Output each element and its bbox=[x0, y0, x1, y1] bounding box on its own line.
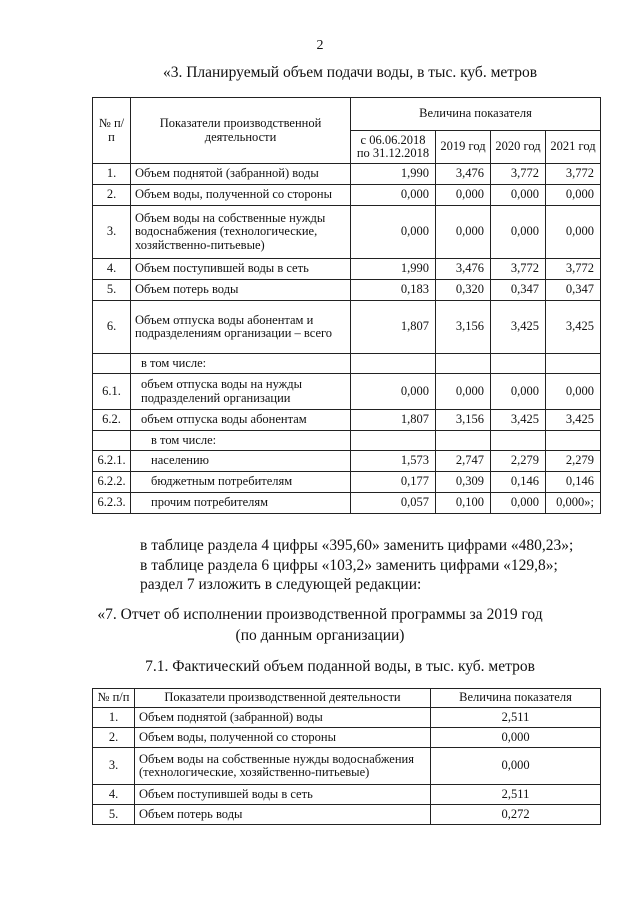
row-indicator: бюджетным потребителям bbox=[131, 472, 351, 493]
value-2020: 0,146 bbox=[491, 472, 546, 493]
row-number: 6.2.3. bbox=[93, 493, 131, 514]
value-2020: 3,772 bbox=[491, 259, 546, 280]
value-2020 bbox=[491, 431, 546, 451]
row-indicator: объем отпуска воды на нужды подразделений организации bbox=[131, 374, 351, 410]
actual-water-volume-table bbox=[92, 688, 601, 825]
row-value: 2,511 bbox=[431, 708, 601, 728]
row-number: 2. bbox=[93, 185, 131, 206]
row-number bbox=[93, 354, 131, 374]
value-2019: 3,476 bbox=[436, 164, 491, 185]
value-2019: 3,156 bbox=[436, 301, 491, 354]
row-number: 5. bbox=[93, 805, 135, 825]
row-indicator: Объем потерь воды bbox=[135, 805, 431, 825]
row-indicator: Объем поступившей воды в сеть bbox=[131, 259, 351, 280]
value-2019: 0,000 bbox=[436, 374, 491, 410]
row-value: 0,000 bbox=[431, 728, 601, 748]
row-indicator: в том числе: bbox=[131, 431, 351, 451]
value-2021: 3,772 bbox=[546, 164, 601, 185]
value-2020: 0,000 bbox=[491, 206, 546, 259]
value-2020: 3,772 bbox=[491, 164, 546, 185]
table2-body bbox=[93, 708, 601, 825]
section-7-title-line-1: «7. Отчет об исполнении производственной программы за 2019 год bbox=[97, 606, 543, 623]
row-number: 1. bbox=[93, 164, 131, 185]
table1-body bbox=[93, 164, 601, 514]
table-row bbox=[93, 451, 601, 472]
table-row bbox=[93, 301, 601, 354]
table-row bbox=[93, 185, 601, 206]
row-number: 6.2.2. bbox=[93, 472, 131, 493]
row-indicator: Объем поднятой (забранной) воды bbox=[135, 708, 431, 728]
value-2020: 3,425 bbox=[491, 301, 546, 354]
row-indicator: в том числе: bbox=[131, 354, 351, 374]
value-2021: 3,425 bbox=[546, 301, 601, 354]
value-2019 bbox=[436, 431, 491, 451]
row-value: 2,511 bbox=[431, 785, 601, 805]
table-row bbox=[93, 472, 601, 493]
section-3-title: «3. Планируемый объем подачи воды, в тыс. куб. метров bbox=[162, 64, 538, 81]
value-2018: 1,807 bbox=[351, 301, 436, 354]
value-2019: 0,000 bbox=[436, 185, 491, 206]
row-number: 6.2. bbox=[93, 410, 131, 431]
table-row bbox=[93, 374, 601, 410]
value-2018: 1,573 bbox=[351, 451, 436, 472]
value-2019 bbox=[436, 354, 491, 374]
value-2018: 0,177 bbox=[351, 472, 436, 493]
row-number: 6.1. bbox=[93, 374, 131, 410]
table-row bbox=[93, 708, 601, 728]
t2-header-indicator: Показатели производственной деятельности bbox=[135, 689, 431, 708]
value-2020: 3,425 bbox=[491, 410, 546, 431]
value-2018: 1,807 bbox=[351, 410, 436, 431]
value-2020: 0,000 bbox=[491, 493, 546, 514]
row-value: 0,000 bbox=[431, 748, 601, 785]
row-number: 4. bbox=[93, 785, 135, 805]
row-number: 1. bbox=[93, 708, 135, 728]
value-2021: 0,347 bbox=[546, 280, 601, 301]
value-2020: 0,347 bbox=[491, 280, 546, 301]
value-2021: 0,000»; bbox=[546, 493, 601, 514]
table-row bbox=[93, 493, 601, 514]
value-2021: 3,425 bbox=[546, 410, 601, 431]
amendment-line-1: в таблице раздела 4 цифры «395,60» заменить цифрами «480,23»; bbox=[140, 537, 574, 554]
value-2019: 3,476 bbox=[436, 259, 491, 280]
header-2020: 2020 год bbox=[491, 131, 546, 164]
row-indicator: Объем поднятой (забранной) воды bbox=[131, 164, 351, 185]
row-indicator: Объем воды, полученной со стороны bbox=[131, 185, 351, 206]
planned-water-volume-table bbox=[92, 97, 601, 514]
row-indicator: объем отпуска воды абонентам bbox=[131, 410, 351, 431]
value-2018: 0,057 bbox=[351, 493, 436, 514]
row-indicator: Объем воды на собственные нужды водоснабжения (технологические, хозяйственно-питьевые) bbox=[135, 748, 431, 785]
value-2020: 0,000 bbox=[491, 185, 546, 206]
table-row bbox=[93, 431, 601, 451]
row-number: 3. bbox=[93, 206, 131, 259]
table-row bbox=[93, 748, 601, 785]
amendment-line-3: раздел 7 изложить в следующей редакции: bbox=[140, 576, 422, 593]
table-row bbox=[93, 206, 601, 259]
value-2021: 0,000 bbox=[546, 374, 601, 410]
header-2019: 2019 год bbox=[436, 131, 491, 164]
value-2021 bbox=[546, 354, 601, 374]
row-number: 2. bbox=[93, 728, 135, 748]
value-2018 bbox=[351, 354, 436, 374]
value-2018: 0,000 bbox=[351, 206, 436, 259]
value-2018: 0,183 bbox=[351, 280, 436, 301]
value-2018: 0,000 bbox=[351, 185, 436, 206]
table-row bbox=[93, 805, 601, 825]
table-row bbox=[93, 785, 601, 805]
t2-header-num: № п/п bbox=[93, 689, 135, 708]
value-2018 bbox=[351, 431, 436, 451]
row-number: 3. bbox=[93, 748, 135, 785]
table-row bbox=[93, 164, 601, 185]
value-2021: 0,000 bbox=[546, 185, 601, 206]
value-2018: 1,990 bbox=[351, 164, 436, 185]
row-indicator: Объем отпуска воды абонентам и подразделениям организации – всего bbox=[131, 301, 351, 354]
header-indicator: Показатели производственной деятельности bbox=[131, 98, 351, 164]
value-2021 bbox=[546, 431, 601, 451]
value-2019: 3,156 bbox=[436, 410, 491, 431]
amendment-line-2: в таблице раздела 6 цифры «103,2» заменить цифрами «129,8»; bbox=[140, 557, 558, 574]
value-2018: 0,000 bbox=[351, 374, 436, 410]
row-number: 5. bbox=[93, 280, 131, 301]
table-row bbox=[93, 280, 601, 301]
row-indicator: населению bbox=[131, 451, 351, 472]
value-2018: 1,990 bbox=[351, 259, 436, 280]
value-2021: 2,279 bbox=[546, 451, 601, 472]
value-2019: 0,100 bbox=[436, 493, 491, 514]
table-row bbox=[93, 410, 601, 431]
row-value: 0,272 bbox=[431, 805, 601, 825]
row-indicator: Объем воды на собственные нужды водоснабжения (технологические, хозяйственно-питьевые) bbox=[131, 206, 351, 259]
page-number: 2 bbox=[316, 38, 324, 53]
value-2020 bbox=[491, 354, 546, 374]
section-7-title-line-2: (по данным организации) bbox=[235, 627, 405, 644]
row-number: 6.2.1. bbox=[93, 451, 131, 472]
section-7-title bbox=[0, 604, 640, 646]
t2-header-value: Величина показателя bbox=[431, 689, 601, 708]
value-2021: 0,000 bbox=[546, 206, 601, 259]
value-2019: 0,000 bbox=[436, 206, 491, 259]
value-2020: 2,279 bbox=[491, 451, 546, 472]
section-7-1-title: 7.1. Фактический объем поданной воды, в тыс. куб. метров bbox=[145, 658, 535, 675]
value-2019: 0,309 bbox=[436, 472, 491, 493]
header-num: № п/п bbox=[93, 98, 131, 164]
row-indicator: Объем потерь воды bbox=[131, 280, 351, 301]
value-2020: 0,000 bbox=[491, 374, 546, 410]
value-2019: 2,747 bbox=[436, 451, 491, 472]
value-2021: 0,146 bbox=[546, 472, 601, 493]
table-row bbox=[93, 354, 601, 374]
row-indicator: Объем поступившей воды в сеть bbox=[135, 785, 431, 805]
header-2021: 2021 год bbox=[546, 131, 601, 164]
row-indicator: Объем воды, полученной со стороны bbox=[135, 728, 431, 748]
row-number: 4. bbox=[93, 259, 131, 280]
table-row bbox=[93, 259, 601, 280]
row-indicator: прочим потребителям bbox=[131, 493, 351, 514]
header-value-group: Величина показателя bbox=[351, 98, 601, 131]
table-row bbox=[93, 728, 601, 748]
value-2021: 3,772 bbox=[546, 259, 601, 280]
row-number bbox=[93, 431, 131, 451]
header-period: с 06.06.2018 по 31.12.2018 bbox=[351, 131, 436, 164]
value-2019: 0,320 bbox=[436, 280, 491, 301]
row-number: 6. bbox=[93, 301, 131, 354]
